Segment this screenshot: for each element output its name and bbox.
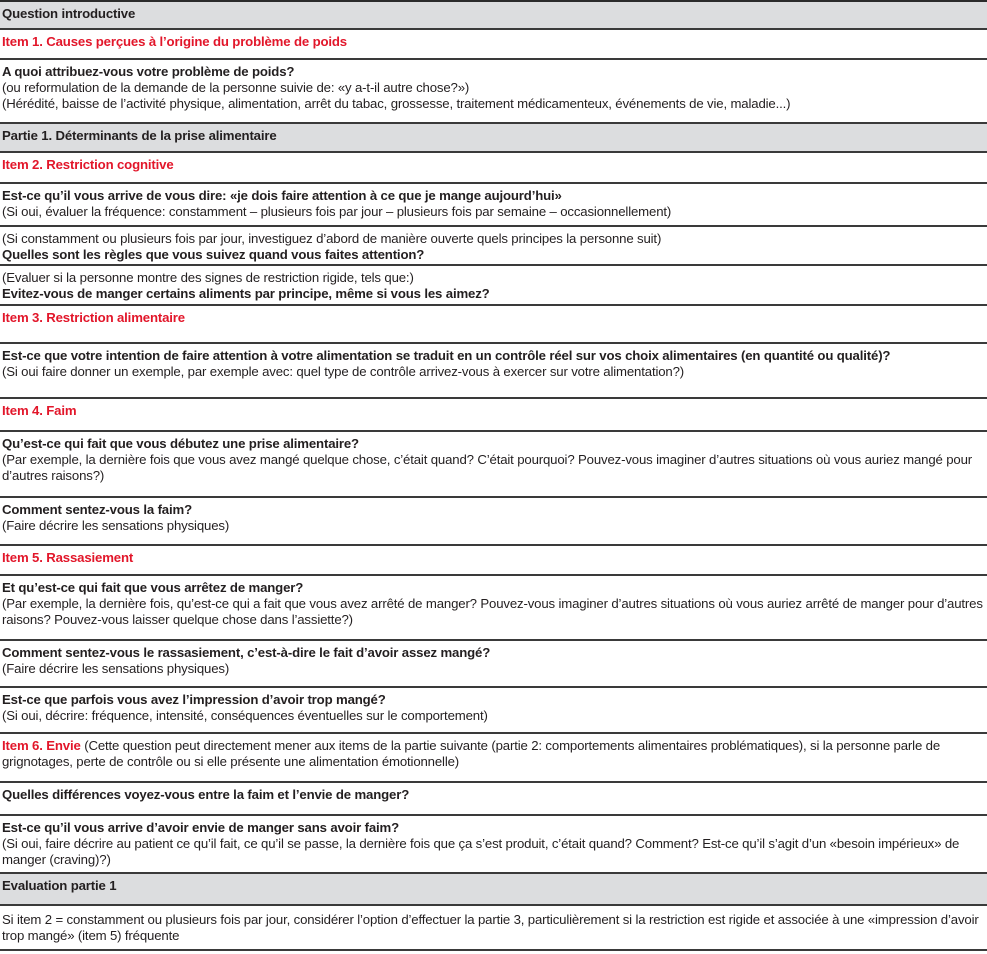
question-row — [0, 266, 987, 306]
item-title: Item 1. Causes perçues à l’origine du problème de poids — [2, 34, 347, 49]
question-text: Quelles différences voyez-vous entre la faim et l’envie de manger? — [2, 787, 410, 802]
item-3-header — [0, 306, 987, 344]
instruction-text: (Hérédité, baisse de l’activité physique, alimentation, arrêt du tabac, grossesse, traitement médicamenteux, événements de vie, maladie...) — [2, 96, 791, 111]
question-row — [0, 184, 987, 227]
instruction-text: (Si oui, évaluer la fréquence: constamment – plusieurs fois par jour – plusieurs fois par semaine – occasionnellement) — [2, 204, 672, 219]
section-title: Question introductive — [2, 6, 136, 21]
instruction-text: (Si oui faire donner un exemple, par exemple avec: quel type de contrôle arrivez-vous à exercer sur votre alimentation?) — [2, 364, 685, 379]
item-title: Item 6. Envie — [2, 738, 81, 753]
question-row — [0, 498, 987, 546]
question-row — [0, 576, 987, 641]
question-text: Est-ce que votre intention de faire attention à votre alimentation se traduit en un contrôle réel sur vos choix alimentaires (en quantité ou qualité)? — [2, 348, 891, 363]
instruction-text: (Par exemple, la dernière fois, qu’est-ce qui a fait que vous avez arrêté de manger? Pouvez-vous imaginer d’autres situations où vous auriez arrêté de manger pour d’autres raisons? Pouvez-vous laisser quelque chose dans l’assiette?) — [2, 596, 983, 627]
question-text: A quoi attribuez-vous votre problème de poids? — [2, 64, 295, 79]
question-text: Comment sentez-vous le rassasiement, c’est-à-dire le fait d’avoir assez mangé? — [2, 645, 491, 660]
question-text: Evitez-vous de manger certains aliments par principe, même si vous les aimez? — [2, 286, 490, 301]
instruction-text: (Evaluer si la personne montre des signes de restriction rigide, tels que:) — [2, 270, 414, 285]
item-title: Item 5. Rassasiement — [2, 550, 134, 565]
evaluation-text: Si item 2 = constamment ou plusieurs fois par jour, considérer l’option d’effectuer la partie 3, particulièrement si la restriction est rigide et associée à une «impression d’avoir trop mangé» (item 5) fréquente — [2, 912, 979, 943]
item-1-header — [0, 30, 987, 60]
question-text: Est-ce qu’il vous arrive d’avoir envie de manger sans avoir faim? — [2, 820, 400, 835]
section-title: Evaluation partie 1 — [2, 878, 117, 893]
instruction-text: (Faire décrire les sensations physiques) — [2, 661, 230, 676]
question-row — [0, 227, 987, 266]
section-header-evaluation-partie-1 — [0, 874, 987, 906]
item-2-header — [0, 153, 987, 184]
instruction-text: (Si oui, faire décrire au patient ce qu’il fait, ce qu’il se passe, la dernière fois que ça s’est produit, c’était quand? Comment? Est-ce qu’il s’agit d’un «besoin impérieux» de manger (craving)?) — [2, 836, 960, 867]
instruction-text: (Cette question peut directement mener aux items de la partie suivante (partie 2: comportements alimentaires problématiques), si la personne parle de grignotages, perte de contrôle ou si elle présente une alimentation émotionnelle) — [2, 738, 941, 769]
instruction-text: (Si constamment ou plusieurs fois par jour, investiguez d’abord de manière ouverte quels principes la personne suit) — [2, 231, 662, 246]
question-row — [0, 816, 987, 874]
item-title: Item 4. Faim — [2, 403, 77, 418]
question-row — [0, 432, 987, 498]
question-text: Comment sentez-vous la faim? — [2, 502, 192, 517]
question-text: Quelles sont les règles que vous suivez quand vous faites attention? — [2, 247, 425, 262]
item-title: Item 2. Restriction cognitive — [2, 157, 174, 172]
item-title: Item 3. Restriction alimentaire — [2, 310, 185, 325]
item-5-header — [0, 546, 987, 576]
instruction-text: (Si oui, décrire: fréquence, intensité, conséquences éventuelles sur le comportement) — [2, 708, 488, 723]
item-6-header — [0, 734, 987, 783]
section-header-partie-1 — [0, 124, 987, 153]
instruction-text: (Par exemple, la dernière fois que vous avez mangé quelque chose, c’était quand? C’était pourquoi? Pouvez-vous imaginer d’autres situations où vous auriez mangé pour d’autres raisons?) — [2, 452, 973, 483]
question-row — [0, 641, 987, 688]
instruction-text: (Faire décrire les sensations physiques) — [2, 518, 230, 533]
question-text: Qu’est-ce qui fait que vous débutez une prise alimentaire? — [2, 436, 359, 451]
question-text: Et qu’est-ce qui fait que vous arrêtez de manger? — [2, 580, 304, 595]
question-row — [0, 688, 987, 734]
instruction-text: (ou reformulation de la demande de la personne suivie de: «y a-t-il autre chose?») — [2, 80, 470, 95]
question-row — [0, 344, 987, 399]
evaluation-row — [0, 906, 987, 951]
question-row — [0, 60, 987, 124]
item-4-header — [0, 399, 987, 432]
question-text: Est-ce qu’il vous arrive de vous dire: «je dois faire attention à ce que je mange aujourd’hui» — [2, 188, 562, 203]
question-row — [0, 783, 987, 816]
question-text: Est-ce que parfois vous avez l’impression d’avoir trop mangé? — [2, 692, 386, 707]
section-title: Partie 1. Déterminants de la prise alimentaire — [2, 128, 277, 143]
section-header-question-introductive — [0, 2, 987, 30]
